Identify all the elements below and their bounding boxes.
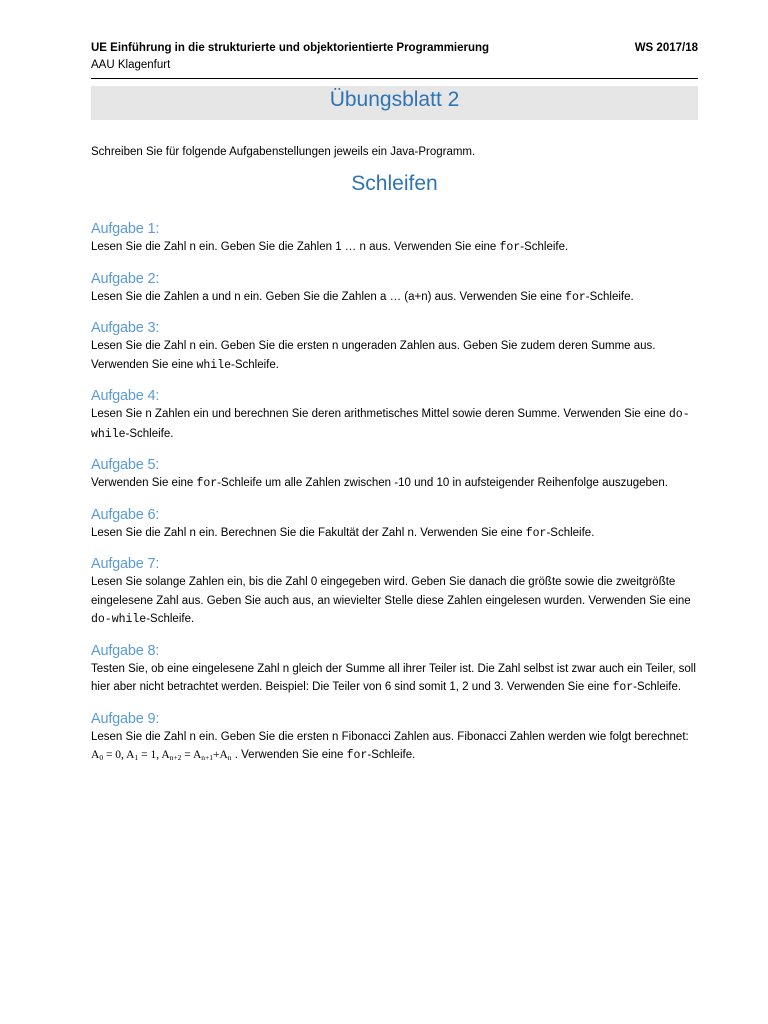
text-run: -Schleife. (125, 427, 174, 440)
code-keyword: do-while (91, 408, 690, 441)
text-run: Testen Sie, ob eine eingelesene Zahl n gleich der Summe all ihrer Teiler ist. Die Zahl selbst ist zwar auch ein Teiler, soll hier aber nicht betrachtet werden. Beispiel: Die Teiler von 6 sind somit 1, 2 und 3. Verwenden Sie eine (91, 662, 696, 693)
task-item (91, 270, 698, 308)
text-run: Lesen Sie die Zahl n ein. Geben Sie die Zahlen 1 … n aus. Verwenden Sie eine (91, 241, 500, 253)
task-description (91, 474, 698, 494)
text-run: Lesen Sie die Zahl n ein. Geben Sie die ersten n Fibonacci Zahlen aus. Fibonacci Zahlen werden wie folgt berechnet: (91, 730, 689, 743)
task-title: Aufgabe 9: (91, 710, 160, 727)
semester-label: WS 2017/18 (634, 42, 698, 54)
task-item (91, 710, 698, 766)
formula-subscript: n+1 (201, 753, 213, 762)
formula-part (181, 749, 213, 761)
section-title: Schleifen (351, 172, 438, 195)
code-keyword: for (525, 526, 547, 540)
task-title: Aufgabe 2: (91, 270, 160, 287)
formula-text: = A (181, 749, 202, 761)
formula-text: = 0, A (103, 749, 135, 761)
task-item (91, 456, 698, 494)
task-description (91, 573, 698, 630)
text-run: -Schleife. (231, 358, 279, 371)
text-run: -Schleife. (546, 526, 595, 539)
formula-part (138, 749, 181, 761)
text-run: -Schleife. (633, 681, 682, 693)
text-run: Lesen Sie solange Zahlen ein, bis die Zahl 0 eingegeben wird. Geben Sie danach die größte sowie die zweitgrößte eingelesene Zahl aus. Geben Sie auch aus, an wievielter Stelle diese Zahlen eingelesen wurden. Verwenden Sie eine (91, 576, 691, 607)
formula-text: A (91, 749, 100, 761)
task-description (91, 288, 698, 308)
task-title: Aufgabe 7: (91, 556, 160, 572)
task-title: Aufgabe 8: (91, 642, 160, 659)
text-run: Lesen Sie die Zahlen a und n ein. Geben Sie die Zahlen a … (a+n) aus. Verwenden Sie eine (91, 290, 566, 303)
text-run: Lesen Sie die Zahl n ein. Berechnen Sie die Fakultät der Zahl n. Verwenden Sie eine (91, 526, 526, 539)
code-keyword: for (346, 749, 368, 762)
formula-text: = 1, A (138, 749, 170, 761)
text-run: -Schleife. (146, 613, 195, 625)
text-run: Lesen Sie n Zahlen ein und berechnen Sie deren arithmetisches Mittel sowie deren Summe. Verwenden Sie eine (91, 408, 669, 420)
text-run: Lesen Sie die Zahl n ein. Geben Sie die ersten n ungeraden Zahlen aus. Geben Sie zudem deren Summe aus. Verwenden Sie eine (91, 340, 656, 371)
task-title: Aufgabe 4: (91, 388, 160, 404)
formula-part (91, 749, 103, 761)
task-title: Aufgabe 6: (91, 506, 160, 523)
formula-subscript: 0 (99, 753, 104, 762)
task-list (91, 220, 698, 778)
formula-subscript: 1 (134, 753, 139, 762)
task-description (91, 660, 698, 698)
task-item (91, 642, 698, 698)
text-run: -Schleife. (585, 290, 634, 303)
code-keyword: for (565, 290, 586, 304)
task-description (91, 524, 698, 544)
course-name: UE Einführung in die strukturierte und objektorientierte Programmierung (91, 42, 490, 54)
text-run: . Verwenden Sie eine (231, 749, 347, 761)
code-keyword: do-while (91, 613, 147, 626)
title-band (91, 86, 698, 120)
code-keyword: for (499, 241, 521, 254)
formula-text: +A (213, 749, 228, 761)
code-keyword: while (196, 358, 232, 372)
formula-part (213, 749, 232, 761)
text-run: Verwenden Sie eine (91, 477, 197, 489)
formula-part (103, 749, 138, 761)
task-item (91, 506, 698, 544)
code-keyword: for (196, 477, 218, 490)
task-item (91, 220, 698, 258)
task-description (91, 238, 698, 258)
task-item (91, 319, 698, 375)
task-title: Aufgabe 5: (91, 457, 160, 473)
page-title: Übungsblatt 2 (329, 88, 460, 111)
code-keyword: for (612, 681, 634, 694)
text-run: -Schleife. (520, 241, 569, 253)
formula-subscript: n+2 (169, 753, 182, 762)
task-item (91, 555, 698, 630)
task-title: Aufgabe 3: (91, 320, 160, 336)
university-name: AAU Klagenfurt (91, 59, 171, 71)
page-header (91, 42, 698, 79)
task-item (91, 387, 698, 444)
text-run: -Schleife. (367, 749, 416, 761)
intro-text: Schreiben Sie für folgende Aufgabenstellungen jeweils ein Java-Programm. (91, 146, 476, 158)
formula-subscript: n (227, 753, 232, 762)
task-description (91, 337, 698, 375)
text-run: -Schleife um alle Zahlen zwischen -10 und 10 in aufsteigender Reihenfolge auszugeben. (217, 477, 668, 489)
task-description (91, 728, 698, 766)
task-title: Aufgabe 1: (91, 221, 160, 237)
task-description (91, 405, 698, 444)
